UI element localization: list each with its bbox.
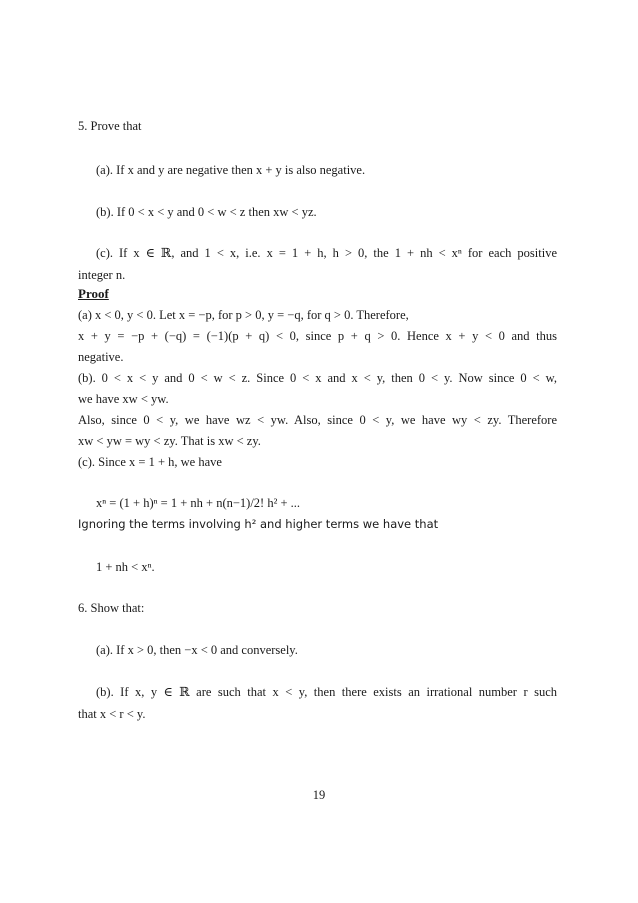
proof-a-line-2: x + y = −p + (−q) = (−1)(p + q) < 0, since p + q > 0. Hence x + y < 0 and thus [78, 329, 557, 343]
proof-c-result: 1 + nh < xⁿ. [96, 560, 155, 574]
problem-5-part-b: (b). If 0 < x < y and 0 < w < z then xw < yz. [96, 205, 317, 219]
problem-5-part-c-line-2: integer n. [78, 268, 126, 282]
proof-b-line-1: (b). 0 < x < y and 0 < w < z. Since 0 < x and x < y, then 0 < y. Now since 0 < w, [78, 371, 557, 385]
problem-6-heading: 6. Show that: [78, 601, 145, 615]
problem-5-heading: 5. Prove that [78, 119, 142, 133]
problem-6-part-a: (a). If x > 0, then −x < 0 and conversely. [96, 643, 298, 657]
problem-5-part-c-line-1: (c). If x ∈ ℝ, and 1 < x, i.e. x = 1 + h, h > 0, the 1 + nh < xⁿ for each positive [96, 246, 557, 260]
proof-b-line-3: Also, since 0 < y, we have wz < yw. Also, since 0 < y, we have wy < zy. Therefore [78, 413, 557, 427]
proof-a-line-3: negative. [78, 350, 124, 364]
problem-6-part-b-line-2: that x < r < y. [78, 707, 146, 721]
problem-6-part-b-line-1: (b). If x, y ∈ ℝ are such that x < y, then there exists an irrational number r such [96, 685, 557, 699]
proof-a-line-1: (a) x < 0, y < 0. Let x = −p, for p > 0, y = −q, for q > 0. Therefore, [78, 308, 409, 322]
page-number: 19 [312, 788, 326, 802]
proof-c-line-2: Ignoring the terms involving h² and higher terms we have that [78, 517, 439, 531]
proof-c-equation: xⁿ = (1 + h)ⁿ = 1 + nh + n(n−1)/2! h² + ... [96, 496, 301, 510]
proof-c-line-1: (c). Since x = 1 + h, we have [78, 455, 222, 469]
problem-5-part-a: (a). If x and y are negative then x + y is also negative. [96, 163, 366, 177]
proof-heading: Proof [78, 286, 109, 301]
proof-b-line-4: xw < yw = wy < zy. That is xw < zy. [78, 434, 261, 448]
proof-b-line-2: we have xw < yw. [78, 392, 169, 406]
